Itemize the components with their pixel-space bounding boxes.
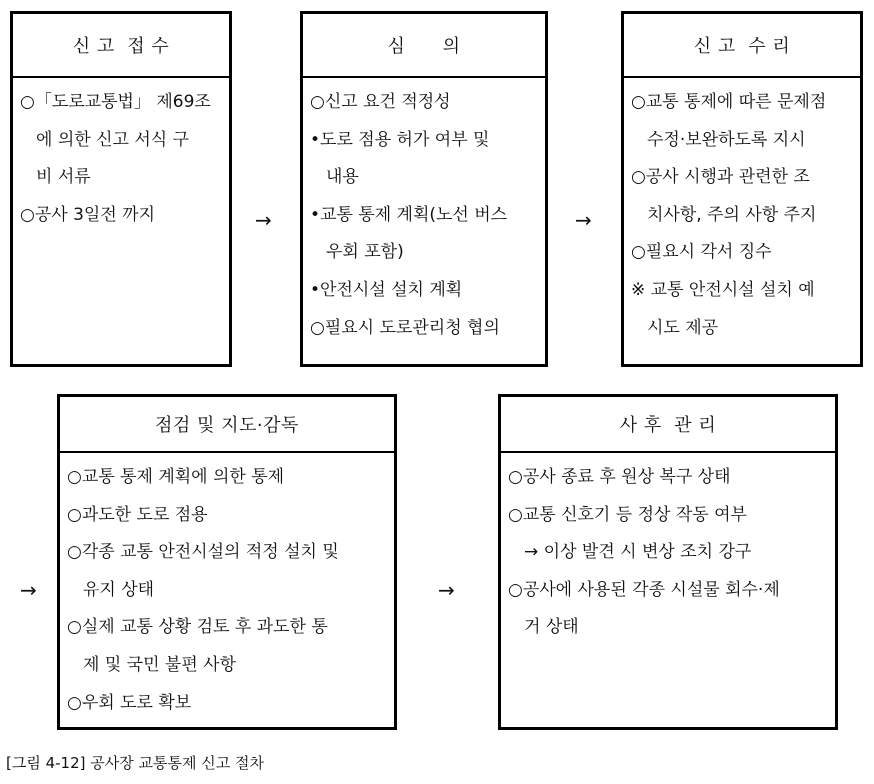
step-box-report-acceptance — [621, 11, 863, 367]
list-item: •안전시설 설치 계획 — [310, 279, 463, 300]
step-content — [501, 453, 835, 647]
list-item: ○교통 통제에 따른 문제점 — [631, 92, 827, 112]
list-item-continuation: 거 상태 — [524, 617, 579, 638]
list-item: ○필요시 도로관리청 협의 — [310, 317, 500, 338]
list-item: ○「도로교통법」 제69조 — [20, 92, 211, 112]
list-item: ○교통 통제 계획에 의한 통제 — [67, 467, 285, 487]
step-box-post-management — [498, 394, 838, 730]
list-item-continuation: → 이상 발견 시 변상 조치 강구 — [524, 542, 752, 563]
step-content — [60, 453, 394, 722]
list-item-continuation: 시도 제공 — [647, 317, 719, 338]
step-content — [624, 78, 860, 347]
flow-arrow-icon: → — [255, 208, 272, 232]
list-item-continuation: 내용 — [326, 167, 359, 188]
list-item: ○공사 3일전 까지 — [20, 204, 155, 225]
step-title: 점검 및 지도·감독 — [60, 397, 394, 453]
list-item: ○공사 시행과 관련한 조 — [631, 167, 810, 188]
list-item: ○교통 신호기 등 정상 작동 여부 — [508, 504, 747, 525]
list-item-continuation: 제 및 국민 불편 사항 — [83, 654, 236, 675]
list-item: ○실제 교통 상황 검토 후 과도한 통 — [67, 617, 328, 638]
step-content — [303, 78, 545, 347]
list-item: ※ 교통 안전시설 설치 예 — [631, 279, 815, 300]
list-item-continuation: 유지 상태 — [83, 579, 155, 600]
flow-arrow-icon: → — [575, 208, 592, 232]
step-content — [13, 78, 229, 234]
list-item: ○우회 도로 확보 — [67, 692, 192, 713]
step-box-review — [300, 11, 548, 367]
list-item: •도로 점용 허가 여부 및 — [310, 129, 490, 150]
step-title: 사 후 관 리 — [501, 397, 835, 453]
list-item: ○공사에 사용된 각종 시설물 회수·제 — [508, 579, 780, 600]
figure-caption: [그림 4-12] 공사장 교통통제 신고 절차 — [6, 754, 264, 772]
list-item-continuation: 수정·보완하도록 지시 — [647, 129, 806, 150]
list-item-continuation: 우회 포함) — [326, 242, 404, 263]
step-box-report-receipt — [10, 11, 232, 367]
flow-arrow-icon: → — [438, 578, 455, 602]
list-item: ○공사 종료 후 원상 복구 상태 — [508, 467, 731, 487]
list-item: •교통 통제 계획(노선 버스 — [310, 204, 508, 225]
list-item: ○각종 교통 안전시설의 적정 설치 및 — [67, 542, 339, 563]
flow-arrow-icon: → — [20, 578, 37, 602]
step-title: 신 고 수 리 — [624, 14, 860, 78]
step-title: 심 의 — [303, 14, 545, 78]
list-item-continuation: 에 의한 신고 서식 구 — [36, 129, 189, 150]
list-item-continuation: 치사항, 주의 사항 주지 — [647, 204, 817, 225]
list-item-continuation: 비 서류 — [36, 167, 91, 188]
list-item: ○과도한 도로 점용 — [67, 504, 208, 525]
step-box-inspection-supervision — [57, 394, 397, 730]
list-item: ○신고 요건 적정성 — [310, 92, 451, 112]
list-item: ○필요시 각서 징수 — [631, 242, 772, 263]
step-title: 신 고 접 수 — [13, 14, 229, 78]
